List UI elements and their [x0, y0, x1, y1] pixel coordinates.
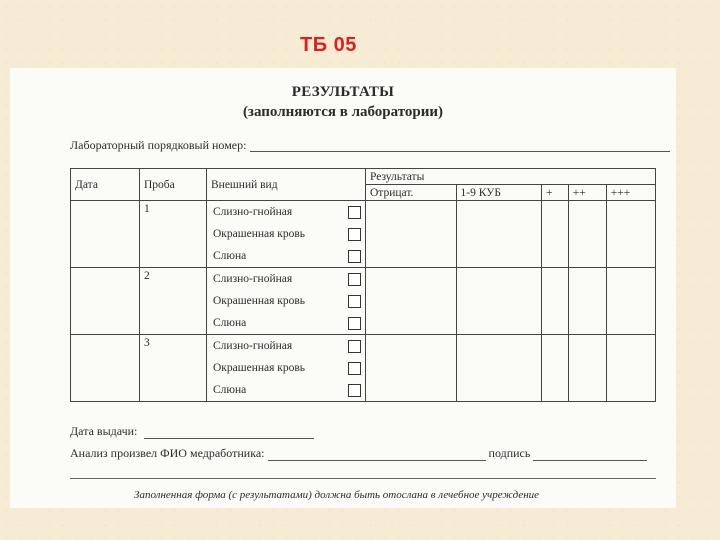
signature-label: подпись: [488, 446, 531, 460]
results-form: [10, 68, 676, 508]
sample-number: 3: [140, 335, 207, 402]
date-cell[interactable]: [71, 268, 140, 335]
footnote: Заполненная форма (с результатами) должна быть отослана в лечебное учреждение: [134, 489, 540, 501]
header-result-plus3: +++: [606, 185, 655, 201]
result-cell[interactable]: [606, 201, 655, 268]
appearance-label: Слюна: [213, 384, 247, 396]
checkbox[interactable]: [348, 273, 361, 286]
checkbox[interactable]: [348, 228, 361, 241]
appearance-label: Слизно-гнойная: [213, 340, 293, 352]
signature-field[interactable]: [533, 448, 647, 461]
sample-number: 2: [140, 268, 207, 335]
header-date: Дата: [71, 169, 140, 201]
analyst-label: Анализ произвел ФИО медработника:: [70, 446, 265, 460]
result-cell[interactable]: [456, 201, 541, 268]
checkbox[interactable]: [348, 340, 361, 353]
date-cell[interactable]: [71, 201, 140, 268]
header-result-1-9: 1-9 КУБ: [456, 185, 541, 201]
header-results: Результаты: [366, 169, 656, 185]
form-subheading: (заполняются в лаборатории): [242, 104, 444, 120]
result-cell[interactable]: [366, 268, 457, 335]
header-result-plus: +: [541, 185, 568, 201]
appearance-label: Слизно-гнойная: [213, 206, 293, 218]
issue-date-label: Дата выдачи:: [70, 424, 138, 438]
result-cell[interactable]: [568, 268, 606, 335]
header-result-plus2: ++: [568, 185, 606, 201]
result-cell[interactable]: [366, 335, 457, 402]
result-cell[interactable]: [606, 268, 655, 335]
appearance-cell: [207, 268, 366, 335]
divider: [70, 478, 656, 479]
checkbox[interactable]: [348, 362, 361, 375]
analyst-row: [70, 446, 647, 461]
result-cell[interactable]: [456, 268, 541, 335]
appearance-label: Окрашенная кровь: [213, 295, 306, 307]
checkbox[interactable]: [348, 250, 361, 263]
table-row: [71, 268, 656, 335]
checkbox[interactable]: [348, 206, 361, 219]
result-cell[interactable]: [568, 335, 606, 402]
lab-number-field[interactable]: [250, 151, 670, 152]
appearance-label: Окрашенная кровь: [213, 228, 306, 240]
result-cell[interactable]: [541, 335, 568, 402]
appearance-label: Окрашенная кровь: [213, 362, 306, 374]
table-row: [71, 201, 656, 268]
result-cell[interactable]: [541, 268, 568, 335]
appearance-cell: [207, 335, 366, 402]
appearance-label: Слюна: [213, 250, 247, 262]
slide-title: ТБ 05: [300, 34, 357, 56]
checkbox[interactable]: [348, 295, 361, 308]
appearance-label: Слюна: [213, 317, 247, 329]
result-cell[interactable]: [541, 201, 568, 268]
result-cell[interactable]: [568, 201, 606, 268]
appearance-label: Слизно-гнойная: [213, 273, 293, 285]
appearance-cell: [207, 201, 366, 268]
result-cell[interactable]: [366, 201, 457, 268]
sample-number: 1: [140, 201, 207, 268]
result-cell[interactable]: [456, 335, 541, 402]
header-appearance: Внешний вид: [207, 169, 366, 201]
header-sample: Проба: [140, 169, 207, 201]
checkbox[interactable]: [348, 317, 361, 330]
lab-number-row: [70, 138, 670, 153]
table-row: [71, 335, 656, 402]
results-table: [70, 168, 656, 402]
analyst-name-field[interactable]: [268, 448, 486, 461]
header-result-negative: Отрицат.: [366, 185, 457, 201]
issue-date-row: [70, 424, 314, 439]
result-cell[interactable]: [606, 335, 655, 402]
date-cell[interactable]: [71, 335, 140, 402]
checkbox[interactable]: [348, 384, 361, 397]
lab-number-label: Лабораторный порядковый номер:: [70, 138, 247, 152]
issue-date-field[interactable]: [144, 426, 314, 439]
form-heading: РЕЗУЛЬТАТЫ: [291, 84, 395, 100]
